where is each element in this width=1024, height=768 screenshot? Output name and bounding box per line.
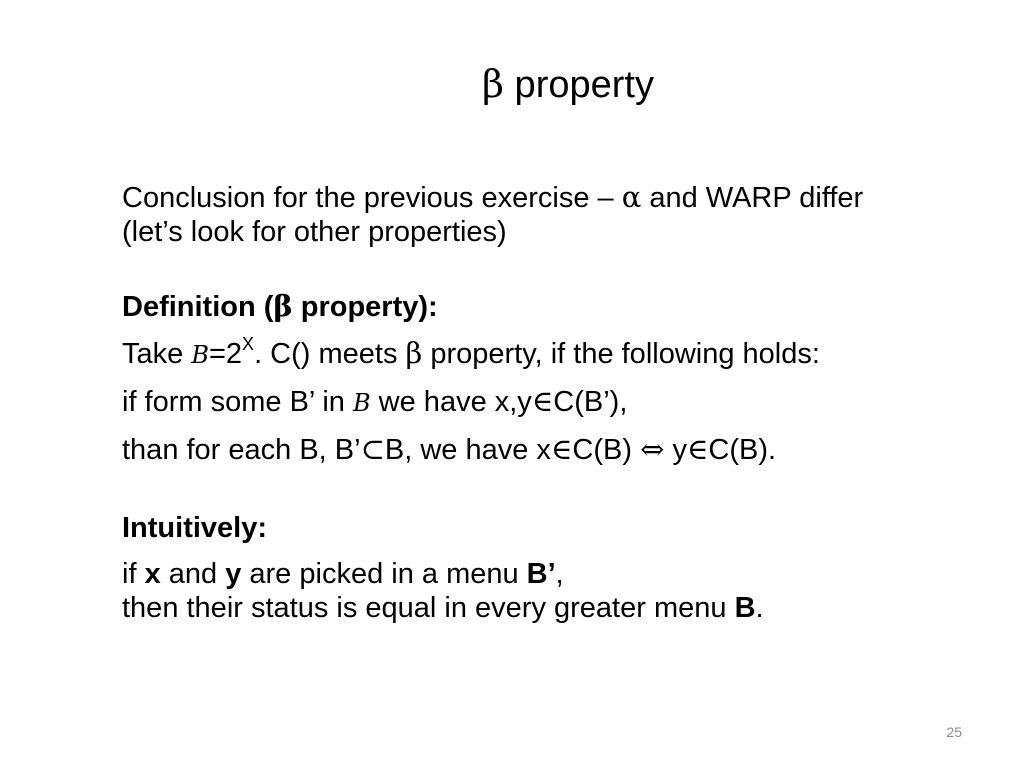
intuitively-text-d: ,: [555, 558, 564, 590]
intuitively-heading: Intuitively:: [122, 512, 268, 544]
beta-symbol: β: [273, 289, 293, 323]
exponent: X: [242, 334, 255, 355]
script-b-symbol: B: [191, 341, 209, 369]
conclusion-text-b: and WARP differ: [641, 182, 864, 214]
than-text-c: C(B): [572, 434, 641, 466]
intuitively-text-e: then their status is equal in every greater menu: [122, 592, 735, 624]
beta-symbol: β: [482, 62, 504, 106]
take-text-d: property, if the following holds:: [422, 338, 820, 370]
than-text-e: C(B).: [708, 434, 777, 466]
take-text-a: Take: [122, 338, 192, 370]
definition-heading-a: Definition (: [122, 291, 274, 323]
than-text-d: y: [664, 434, 687, 466]
x-bold: x: [144, 558, 161, 590]
if-text-b: we have x,y: [370, 386, 532, 418]
definition-if-line: [122, 382, 1022, 422]
element-of-symbol: ∈: [531, 384, 554, 418]
intuitively-text-b: and: [160, 558, 226, 590]
menu-b-prime-bold: B’: [526, 558, 556, 590]
conclusion-line-1: [122, 178, 1022, 217]
page-number: 25: [946, 724, 962, 740]
iff-symbol: ⇔: [640, 432, 665, 466]
intuitively-text-a: if: [122, 558, 145, 590]
subset-symbol: ⊂: [360, 432, 385, 466]
if-text-a: if form some B’ in: [122, 386, 353, 418]
definition-heading: [122, 287, 1022, 326]
slide-body: [122, 178, 1022, 623]
definition-heading-b: property):: [292, 291, 438, 323]
conclusion-line-2: (let’s look for other properties): [122, 216, 507, 248]
alpha-symbol: α: [621, 180, 642, 214]
script-b-symbol: B: [352, 389, 371, 417]
if-text-c: C(B’),: [553, 386, 628, 418]
intuitively-text-c: are picked in a menu: [241, 558, 527, 590]
menu-b-bold: B: [734, 592, 756, 624]
conclusion-text-a: Conclusion for the previous exercise –: [122, 182, 622, 214]
element-of-symbol: ∈: [686, 432, 709, 466]
intuitively-line-1: [122, 555, 1022, 593]
y-bold: y: [225, 558, 242, 590]
element-of-symbol: ∈: [550, 432, 573, 466]
beta-symbol: β: [405, 336, 423, 370]
intuitively-text-f: .: [755, 592, 764, 624]
title-text: property: [504, 64, 654, 106]
take-text-b: =2: [208, 338, 243, 370]
than-text-a: than for each B, B’: [122, 434, 361, 466]
intuitively-line-2: [122, 593, 1022, 623]
slide-title: [0, 60, 1024, 109]
definition-than-line: [122, 430, 1022, 469]
take-text-c: . C() meets: [254, 338, 406, 370]
than-text-b: B, we have x: [384, 434, 551, 466]
definition-take-line: [122, 334, 1022, 374]
